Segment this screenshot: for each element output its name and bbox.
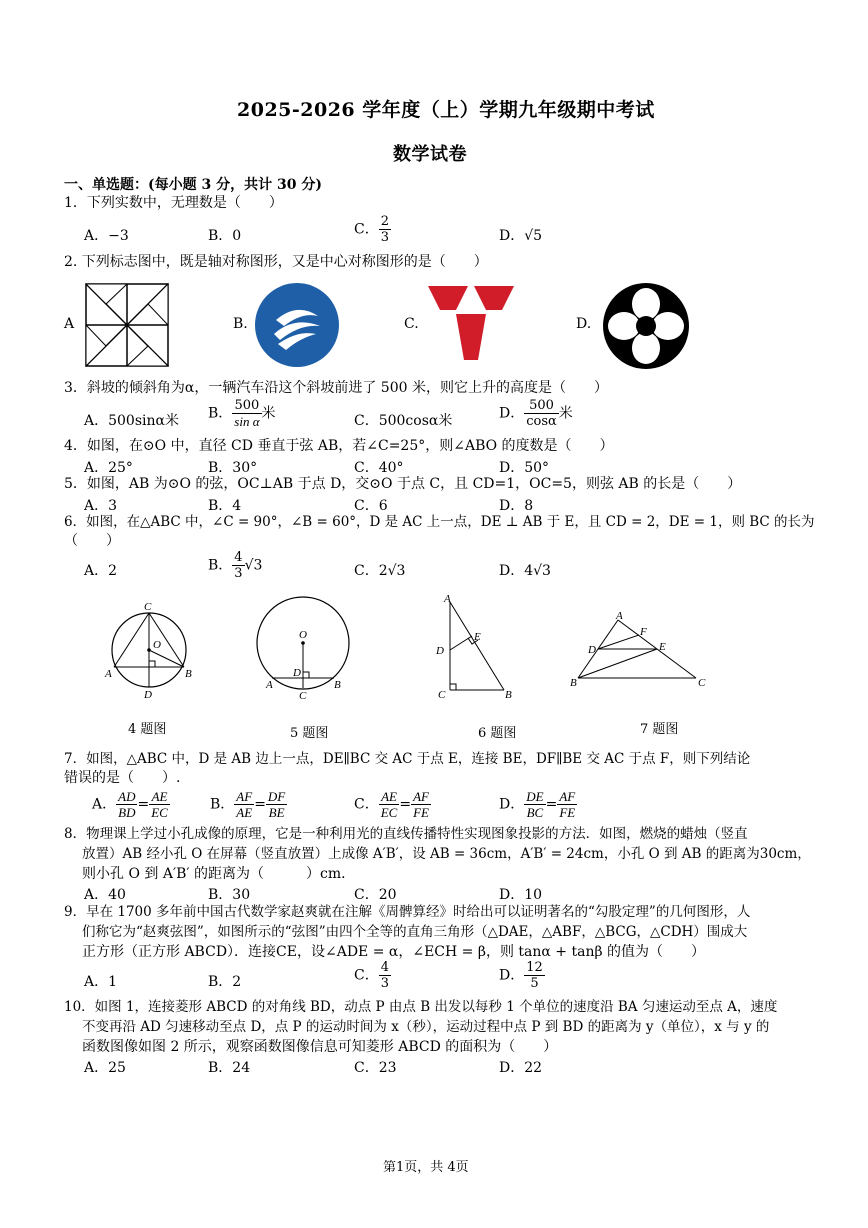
question-3-stem: 3．斜坡的倾斜角为α，一辆汽车沿这个斜坡前进了 500 米，则它上升的高度是（ ） bbox=[64, 380, 608, 396]
f4-label-d: D bbox=[144, 689, 152, 700]
f7-label-f: F bbox=[640, 626, 647, 638]
q1-option-b: B．0 bbox=[208, 228, 242, 244]
f5-label-d: D bbox=[293, 667, 301, 679]
q9-option-b: B．2 bbox=[208, 974, 242, 990]
q7-c-n2: AF bbox=[413, 789, 429, 804]
f7-label-a: A bbox=[616, 610, 623, 622]
f6-label-d: D bbox=[436, 645, 444, 657]
question-10-stem: 10．如图 1，连接菱形 ABCD 的对角线 BD，动点 P 由点 B 出发以每秒 1 个单位的速度沿 BA 匀速运动至点 A，速度 bbox=[64, 999, 778, 1015]
q3-option-c: C．500cosα米 bbox=[354, 413, 453, 429]
f4-label-b: B bbox=[185, 668, 192, 680]
q7-b-label: B． bbox=[210, 796, 235, 813]
q1-c-label: C． bbox=[354, 221, 379, 238]
q9-option-d bbox=[499, 960, 545, 991]
question-8-stem: 8．物理课上学过小孔成像的原理，它是一种利用光的直线传播特性实现图象投影的方法．如图，燃烧的蜡烛（竖直 bbox=[64, 826, 748, 842]
figure-4-circle-diagram bbox=[104, 598, 194, 700]
q6-option-d: D．4√3 bbox=[499, 563, 551, 579]
q3-d-den: cosα bbox=[526, 414, 557, 429]
figure-7-caption: 7 题图 bbox=[640, 722, 679, 737]
q6-b-num: 4 bbox=[234, 550, 243, 565]
figure-6-caption: 6 题图 bbox=[478, 726, 517, 741]
question-7-stem-cont: 错误的是（ ）. bbox=[64, 770, 181, 786]
q3-option-d bbox=[499, 398, 573, 429]
q1-option-d bbox=[499, 225, 542, 245]
q6-option-a: A．2 bbox=[84, 563, 118, 579]
f6-label-e: E bbox=[474, 631, 481, 643]
question-9-stem-end: 正方形（正方形 ABCD）．连接CE，设∠ADE = α，∠ECH = β，则 tanα + tanβ 的值为（ ） bbox=[82, 944, 705, 960]
paper-subtitle: 数学试卷 bbox=[393, 144, 467, 165]
q7-b-n1: AF bbox=[236, 789, 253, 804]
question-8-stem-cont: 放置）AB 经小孔 O 在屏幕（竖直放置）上成像 A′B′，设 AB = 36cm，A′B′ = 24cm，小孔 O 到 AB 的距离为30cm， bbox=[82, 846, 811, 862]
q7-a-n2: AE bbox=[149, 789, 170, 805]
q8-option-d: D．10 bbox=[499, 887, 543, 903]
q2-option-c-label: C. bbox=[404, 316, 419, 332]
pinwheel-logo-icon bbox=[84, 282, 170, 368]
q7-option-b: B． $\frac{AF}{AE}$ = $\frac{DF}{BE}$ bbox=[210, 789, 286, 820]
q10-option-d: D．22 bbox=[499, 1060, 543, 1076]
f4-label-c: C bbox=[144, 601, 152, 613]
q3-b-den: sin α bbox=[234, 414, 260, 429]
q7-a-label: A． bbox=[92, 796, 117, 813]
f6-label-a: A bbox=[444, 593, 451, 605]
exam-title: 2025-2026 学年度（上）学期九年级期中考试 bbox=[237, 99, 655, 121]
q9-c-den: 3 bbox=[380, 976, 389, 991]
q7-option-a: A． $\frac{AD}{BD}$ = $\frac{AE}{EC}$ bbox=[92, 789, 168, 820]
f5-label-a: A bbox=[266, 679, 273, 691]
question-6-stem: 6．如图，在△ABC 中，∠C = 90°，∠B = 60°，D 是 AC 上一点，DE ⊥ AB 于 E，且 CD = 2，DE = 1，则 BC 的长为 bbox=[64, 514, 815, 530]
f4-label-o: O bbox=[153, 639, 161, 651]
q5-option-b: B．4 bbox=[208, 498, 242, 514]
q7-a-n1: AD bbox=[118, 789, 136, 804]
question-1-stem: 1．下列实数中，无理数是（ ） bbox=[64, 195, 283, 211]
question-10-stem-end: 函数图像如图 2 所示，观察函数图像信息可知菱形 ABCD 的面积为（ ） bbox=[82, 1039, 558, 1055]
f5-label-c: C bbox=[299, 690, 307, 702]
q1-c-num: 2 bbox=[380, 214, 389, 229]
q9-d-label: D． bbox=[499, 967, 525, 984]
q7-c-label: C． bbox=[354, 796, 379, 813]
q3-option-a: A．500sinα米 bbox=[84, 413, 179, 429]
q10-option-a: A．25 bbox=[84, 1060, 126, 1076]
question-6-stem-cont: （ ） bbox=[64, 533, 120, 549]
f7-label-e: E bbox=[659, 641, 666, 653]
question-9-stem-cont: 们称它为“赵爽弦图”，如图所示的“弦图”由四个全等的直角三角形（△DAE，△ABF，△BCG，△CDH）围成大 bbox=[82, 924, 748, 940]
question-7-stem: 7．如图，△ABC 中，D 是 AB 边上一点，DE∥BC 交 AC 于点 E，连接 BE，DF∥BE 交 AC 于点 F，则下列结论 bbox=[64, 751, 751, 767]
q9-option-c bbox=[354, 960, 391, 991]
q6-b-label: B． bbox=[208, 557, 233, 574]
q7-a-d2: EC bbox=[151, 805, 168, 820]
q4-option-b: B．30° bbox=[208, 460, 258, 476]
flower-circle-logo-icon bbox=[602, 282, 690, 370]
q7-option-d: D． $\frac{DE}{BC}$ = $\frac{AF}{FE}$ bbox=[499, 789, 576, 820]
section-heading: 一、单选题：(每小题 3 分，共计 30 分) bbox=[64, 177, 322, 193]
q10-option-c: C．23 bbox=[354, 1060, 397, 1076]
f6-label-c: C bbox=[438, 689, 446, 701]
q3-d-num: 500 bbox=[524, 398, 559, 414]
q4-option-c: C．40° bbox=[354, 460, 404, 476]
question-2-stem: 2. 下列标志图中，既是轴对称图形，又是中心对称图形的是（ ） bbox=[64, 254, 488, 270]
q3-b-num: 500 bbox=[232, 398, 261, 414]
q7-b-d2: BE bbox=[268, 805, 285, 820]
q9-c-num: 4 bbox=[380, 960, 389, 975]
question-8-stem-end: 则小孔 O 到 A′B′ 的距离为（ ）cm． bbox=[82, 866, 356, 882]
q6-option-b bbox=[208, 550, 262, 581]
q1-d-value: √5 bbox=[524, 228, 543, 244]
q5-option-d: D．8 bbox=[499, 498, 534, 514]
three-diamond-logo-icon bbox=[426, 284, 516, 362]
f7-label-b: B bbox=[570, 677, 577, 689]
figure-4-caption: 4 题图 bbox=[128, 722, 167, 737]
figure-5-circle-diagram bbox=[250, 596, 358, 702]
q8-option-c: C．20 bbox=[354, 887, 397, 903]
q1-option-a: A．−3 bbox=[84, 228, 129, 244]
q7-option-c: C． $\frac{AE}{EC}$ = $\frac{AF}{FE}$ bbox=[354, 789, 429, 820]
figure-5-caption: 5 题图 bbox=[290, 726, 329, 741]
q3-b-label: B． bbox=[208, 405, 233, 422]
q7-b-n2: DF bbox=[267, 789, 286, 804]
q9-option-a: A．1 bbox=[84, 974, 118, 990]
q6-option-c: C．2√3 bbox=[354, 563, 406, 579]
q1-option-c bbox=[354, 214, 391, 245]
q7-d-d2: FE bbox=[559, 805, 576, 820]
figure-6-triangle-diagram bbox=[432, 592, 522, 704]
question-5-stem: 5．如图，AB 为⊙O 的弦，OC⊥AB 于点 D，交⊙O 于点 C，且 CD=1，OC=5，则弦 AB 的长是（ ） bbox=[64, 476, 742, 492]
q1-d-label: D． bbox=[499, 228, 525, 244]
q7-a-d1: BD bbox=[118, 805, 136, 820]
china-mobile-logo-icon bbox=[254, 282, 340, 368]
q5-option-a: A．3 bbox=[84, 498, 118, 514]
q2-option-d-label: D. bbox=[576, 316, 592, 332]
q7-d-n2: AF bbox=[559, 789, 576, 804]
f4-label-a: A bbox=[105, 668, 112, 680]
f7-label-d: D bbox=[588, 644, 596, 656]
f6-label-b: B bbox=[505, 689, 512, 701]
q7-c-d2: FE bbox=[413, 805, 429, 820]
q8-option-b: B．30 bbox=[208, 887, 251, 903]
q6-b-den: 3 bbox=[234, 566, 243, 581]
q9-d-den: 5 bbox=[530, 976, 539, 991]
q7-d-n1: DE bbox=[526, 789, 544, 804]
q7-c-d1: EC bbox=[380, 805, 398, 820]
q2-option-a-label: A bbox=[64, 316, 75, 332]
f5-label-b: B bbox=[334, 679, 341, 691]
q7-d-label: D． bbox=[499, 796, 525, 813]
question-9-stem: 9．早在 1700 多年前中国古代数学家赵爽就在注解《周髀算经》时给出可以证明著名的“勾股定理”的几何图形，人 bbox=[64, 904, 751, 920]
q4-option-d: D．50° bbox=[499, 460, 550, 476]
q6-b-tail: √3 bbox=[244, 557, 263, 574]
q9-c-label: C． bbox=[354, 967, 379, 984]
q7-d-d1: BC bbox=[526, 805, 544, 820]
q7-c-n1: AE bbox=[379, 789, 400, 805]
figure-7-triangle-diagram bbox=[566, 608, 712, 692]
q8-option-a: A．40 bbox=[84, 887, 126, 903]
q1-c-den: 3 bbox=[380, 230, 389, 245]
f7-label-c: C bbox=[698, 677, 706, 689]
question-10-stem-cont: 不变再沿 AD 匀速移动至点 D，点 P 的运动时间为 x（秒），运动过程中点 P 到 BD 的距离为 y（单位），x 与 y 的 bbox=[82, 1019, 770, 1035]
q9-d-num: 12 bbox=[526, 960, 543, 975]
q3-option-b bbox=[208, 398, 276, 429]
q2-option-b-label: B. bbox=[233, 316, 248, 332]
q10-option-b: B．24 bbox=[208, 1060, 251, 1076]
q4-option-a: A．25° bbox=[84, 460, 133, 476]
f5-label-o: O bbox=[299, 629, 307, 641]
q7-b-d1: AE bbox=[236, 805, 253, 820]
q5-option-c: C．6 bbox=[354, 498, 388, 514]
question-4-stem: 4．如图，在⊙O 中，直径 CD 垂直于弦 AB，若∠C=25°，则∠ABO 的度数是（ ） bbox=[64, 438, 614, 454]
q3-d-unit: 米 bbox=[558, 405, 573, 422]
q3-d-label: D． bbox=[499, 405, 525, 422]
page-number: 第1页，共 4页 bbox=[383, 1160, 469, 1175]
q3-b-unit: 米 bbox=[261, 405, 276, 422]
